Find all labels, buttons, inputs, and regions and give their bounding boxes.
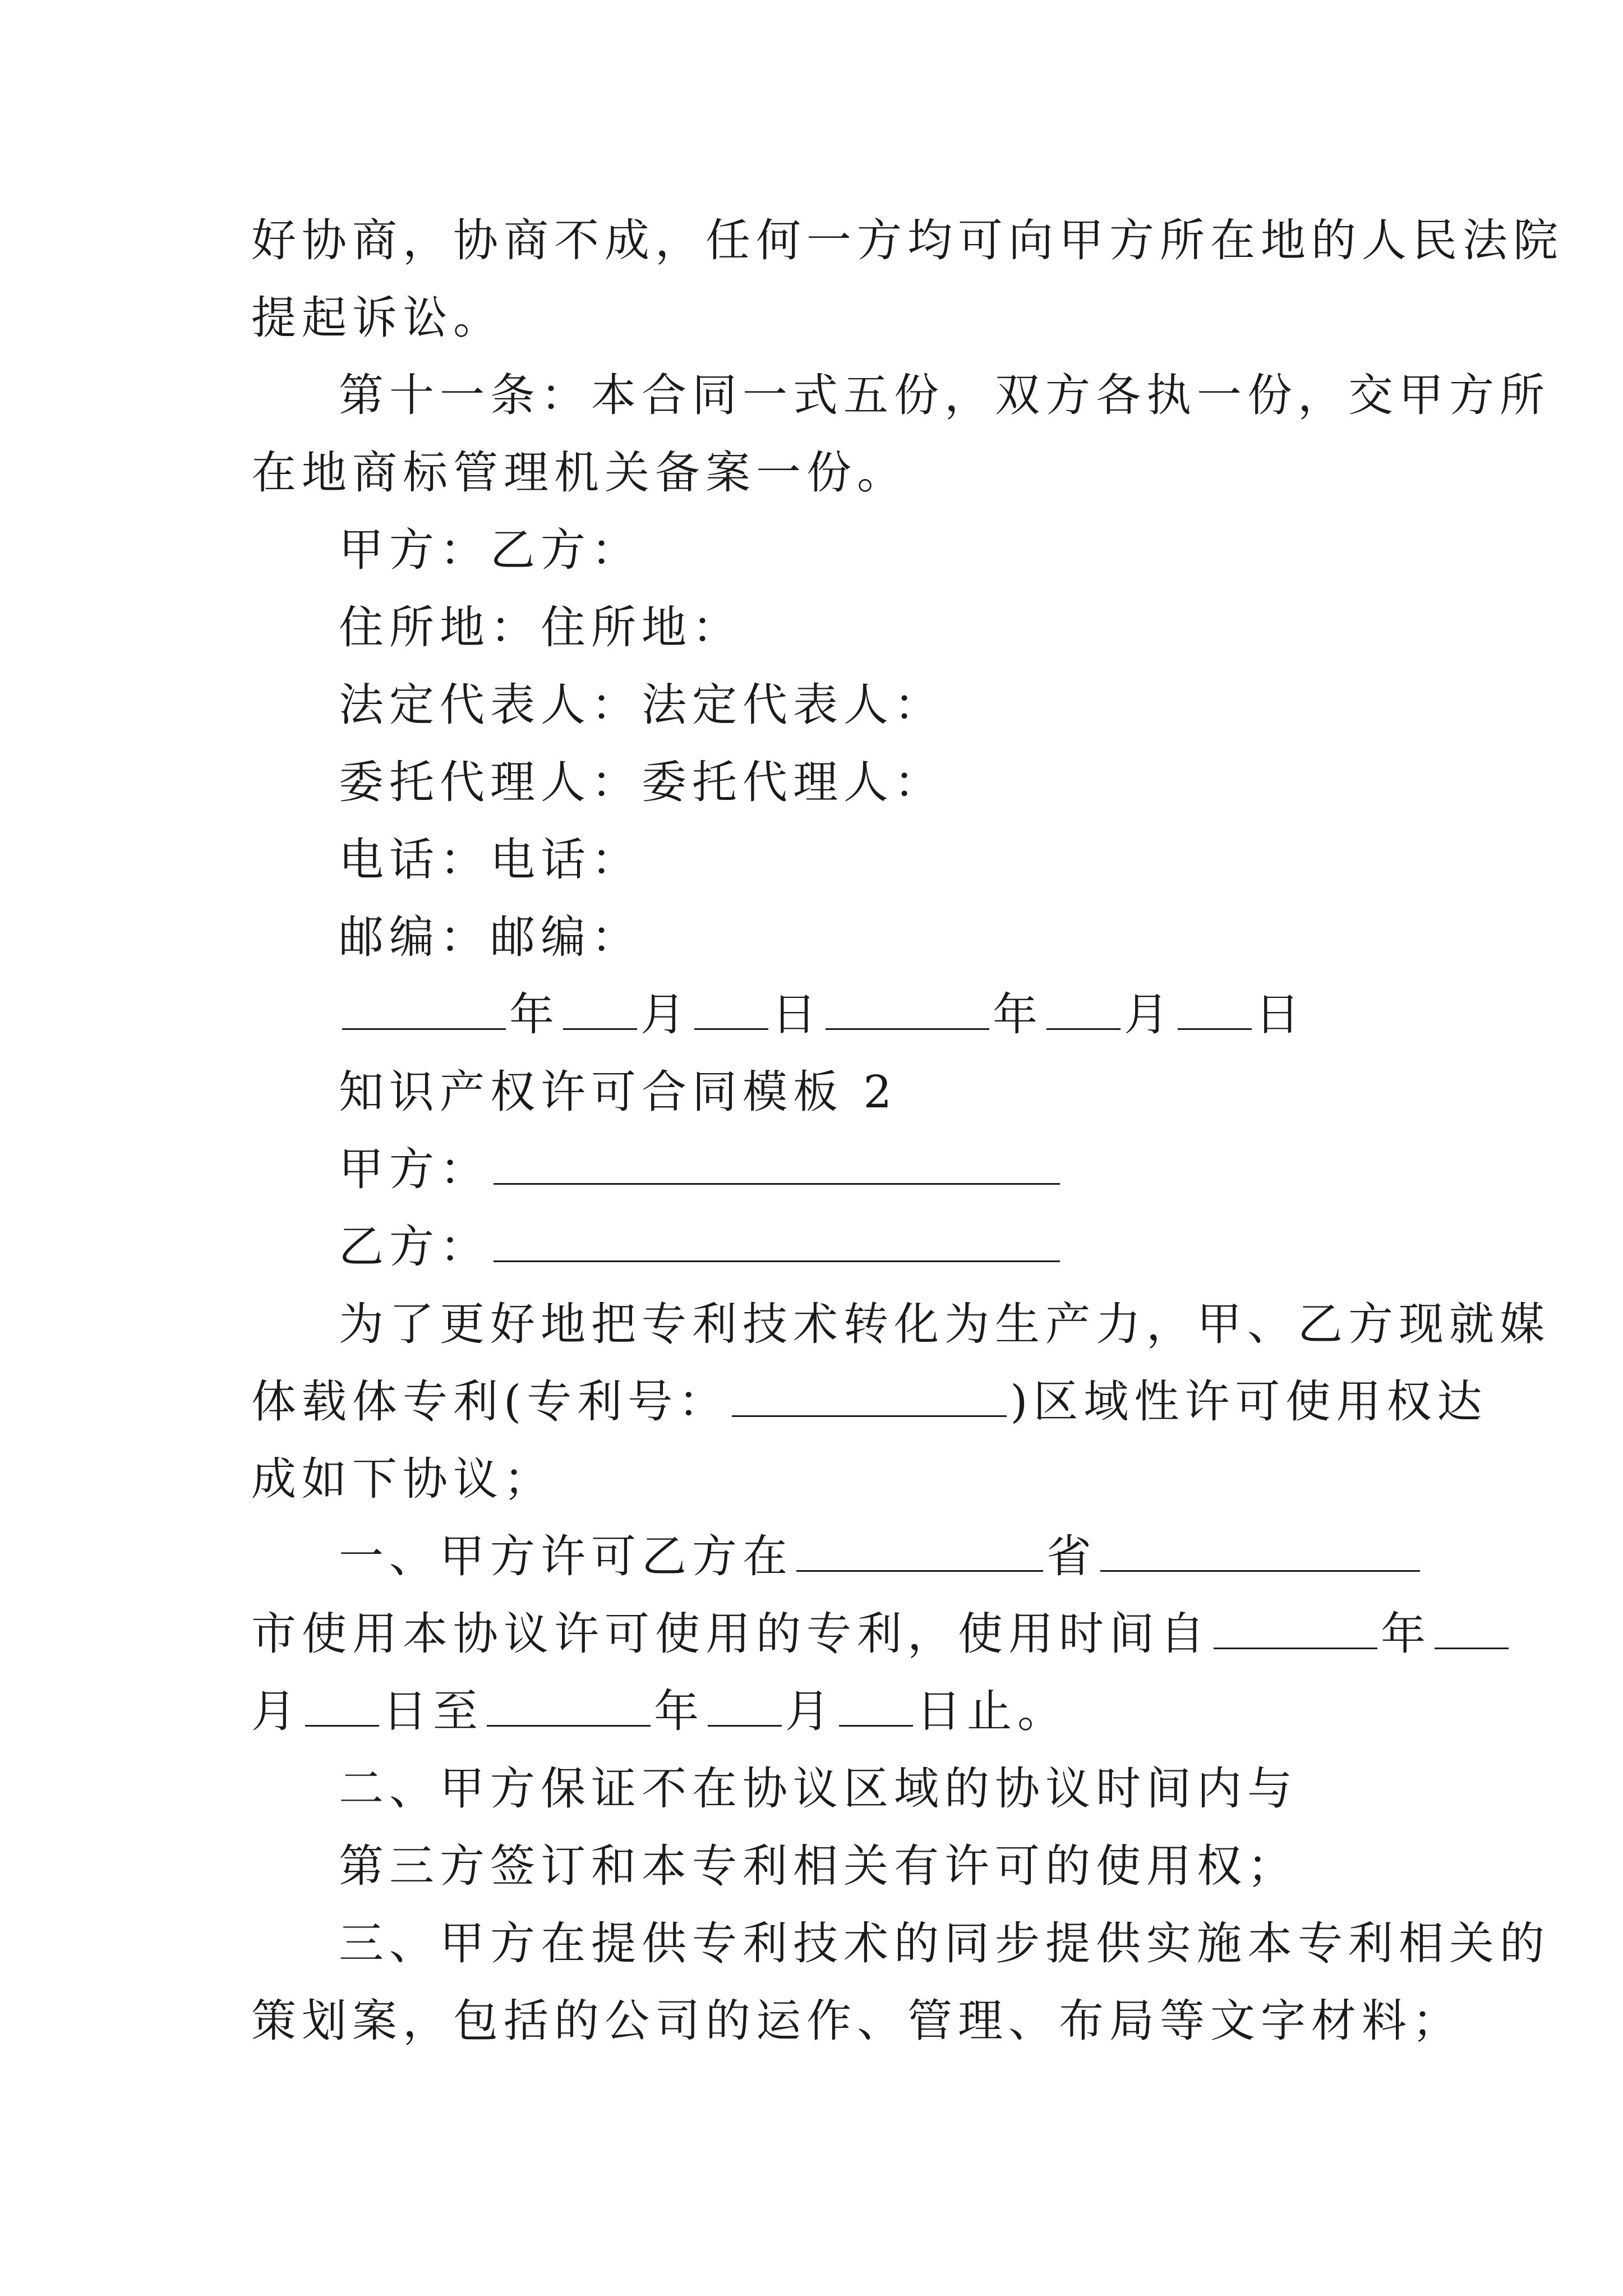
province-blank [796,1535,1043,1572]
clause-text: 月 [251,1685,302,1737]
blank-line [1214,1613,1377,1649]
clause-three-line: 三、甲方在提供专利技术的同步提供实施本专利相关的 [339,1917,1550,1970]
intro-line: 成如下协议； [251,1453,554,1505]
party-b-line [251,1208,1382,1286]
blank-line [694,993,768,1030]
clause-eleven-line: 在地商标管理机关备案一份。 [251,447,907,499]
clause-one-line [251,1518,1382,1595]
signature-address-line: 住所地：住所地： [339,601,743,654]
city-blank [1100,1535,1420,1572]
blank-line [708,1690,782,1727]
clause-two-line: 二、甲方保证不在协议区域的协议时间内与 [339,1763,1298,1815]
signature-agent-line: 委托代理人：委托代理人： [339,756,944,808]
date-day-label: 日 [772,988,822,1041]
clause-text: 年 [1381,1608,1431,1660]
paragraph-line: 好协商，协商不成，任何一方均可向甲方所在地的人民法院 [251,214,1564,266]
clause-one-line [251,1673,1382,1750]
party-b-label: 乙方： [339,1221,490,1273]
clause-text: 一、甲方许可乙方在 [339,1530,793,1582]
blank-line [1178,993,1252,1030]
blank-line [305,1690,379,1727]
clause-text: 月 [785,1685,836,1737]
blank-line [494,1148,1060,1185]
signature-date-line [251,976,1382,1053]
clause-two-line: 第三方签订和本专利相关有许可的使用权； [339,1840,1298,1892]
blank-line [487,1690,651,1727]
signature-phone-line: 电话：电话： [339,834,642,886]
blank-line [826,993,989,1030]
blank-line [839,1690,913,1727]
clause-text: 市使用本协议许可使用的专利，使用时间自 [251,1608,1210,1660]
patent-number-blank [732,1381,1007,1417]
clause-text: 日止。 [916,1685,1068,1737]
intro-text: )区域性许可使用权达 [1010,1375,1488,1428]
blank-line [1046,993,1121,1030]
blank-line [342,993,506,1030]
intro-text: 体载体专利(专利号： [251,1375,729,1428]
date-day-label: 日 [1255,988,1306,1041]
clause-one-line [251,1595,1431,1673]
date-year-label: 年 [509,988,560,1041]
clause-text: 年 [654,1685,704,1737]
signature-legal-rep-line: 法定代表人：法定代表人： [339,679,944,731]
blank-line [563,993,637,1030]
clause-text: 省 [1046,1530,1097,1582]
clause-text: 日至 [382,1685,483,1737]
clause-three-line: 策划案，包括的公司的运作、管理、布局等文字材料； [251,1995,1463,2047]
clause-eleven-line: 第十一条：本合同一式五份，双方各执一份，交甲方所 [339,369,1550,421]
intro-line [251,1363,1488,1441]
paragraph-line: 提起诉讼。 [251,292,504,344]
blank-line [494,1226,1060,1262]
intro-line: 为了更好地把专利技术转化为生产力，甲、乙方现就媒 [339,1298,1550,1350]
party-a-label: 甲方： [339,1143,490,1195]
party-a-line [251,1131,1382,1208]
blank-line [1435,1613,1509,1649]
section-title: 知识产权许可合同模板 2 [339,1066,898,1118]
date-year-label: 年 [993,988,1043,1041]
signature-party-line: 甲方：乙方： [339,524,642,576]
signature-postcode-line: 邮编：邮编： [339,911,642,963]
date-month-label: 月 [1124,988,1174,1041]
date-month-label: 月 [640,988,691,1041]
document-page [251,202,1564,2060]
